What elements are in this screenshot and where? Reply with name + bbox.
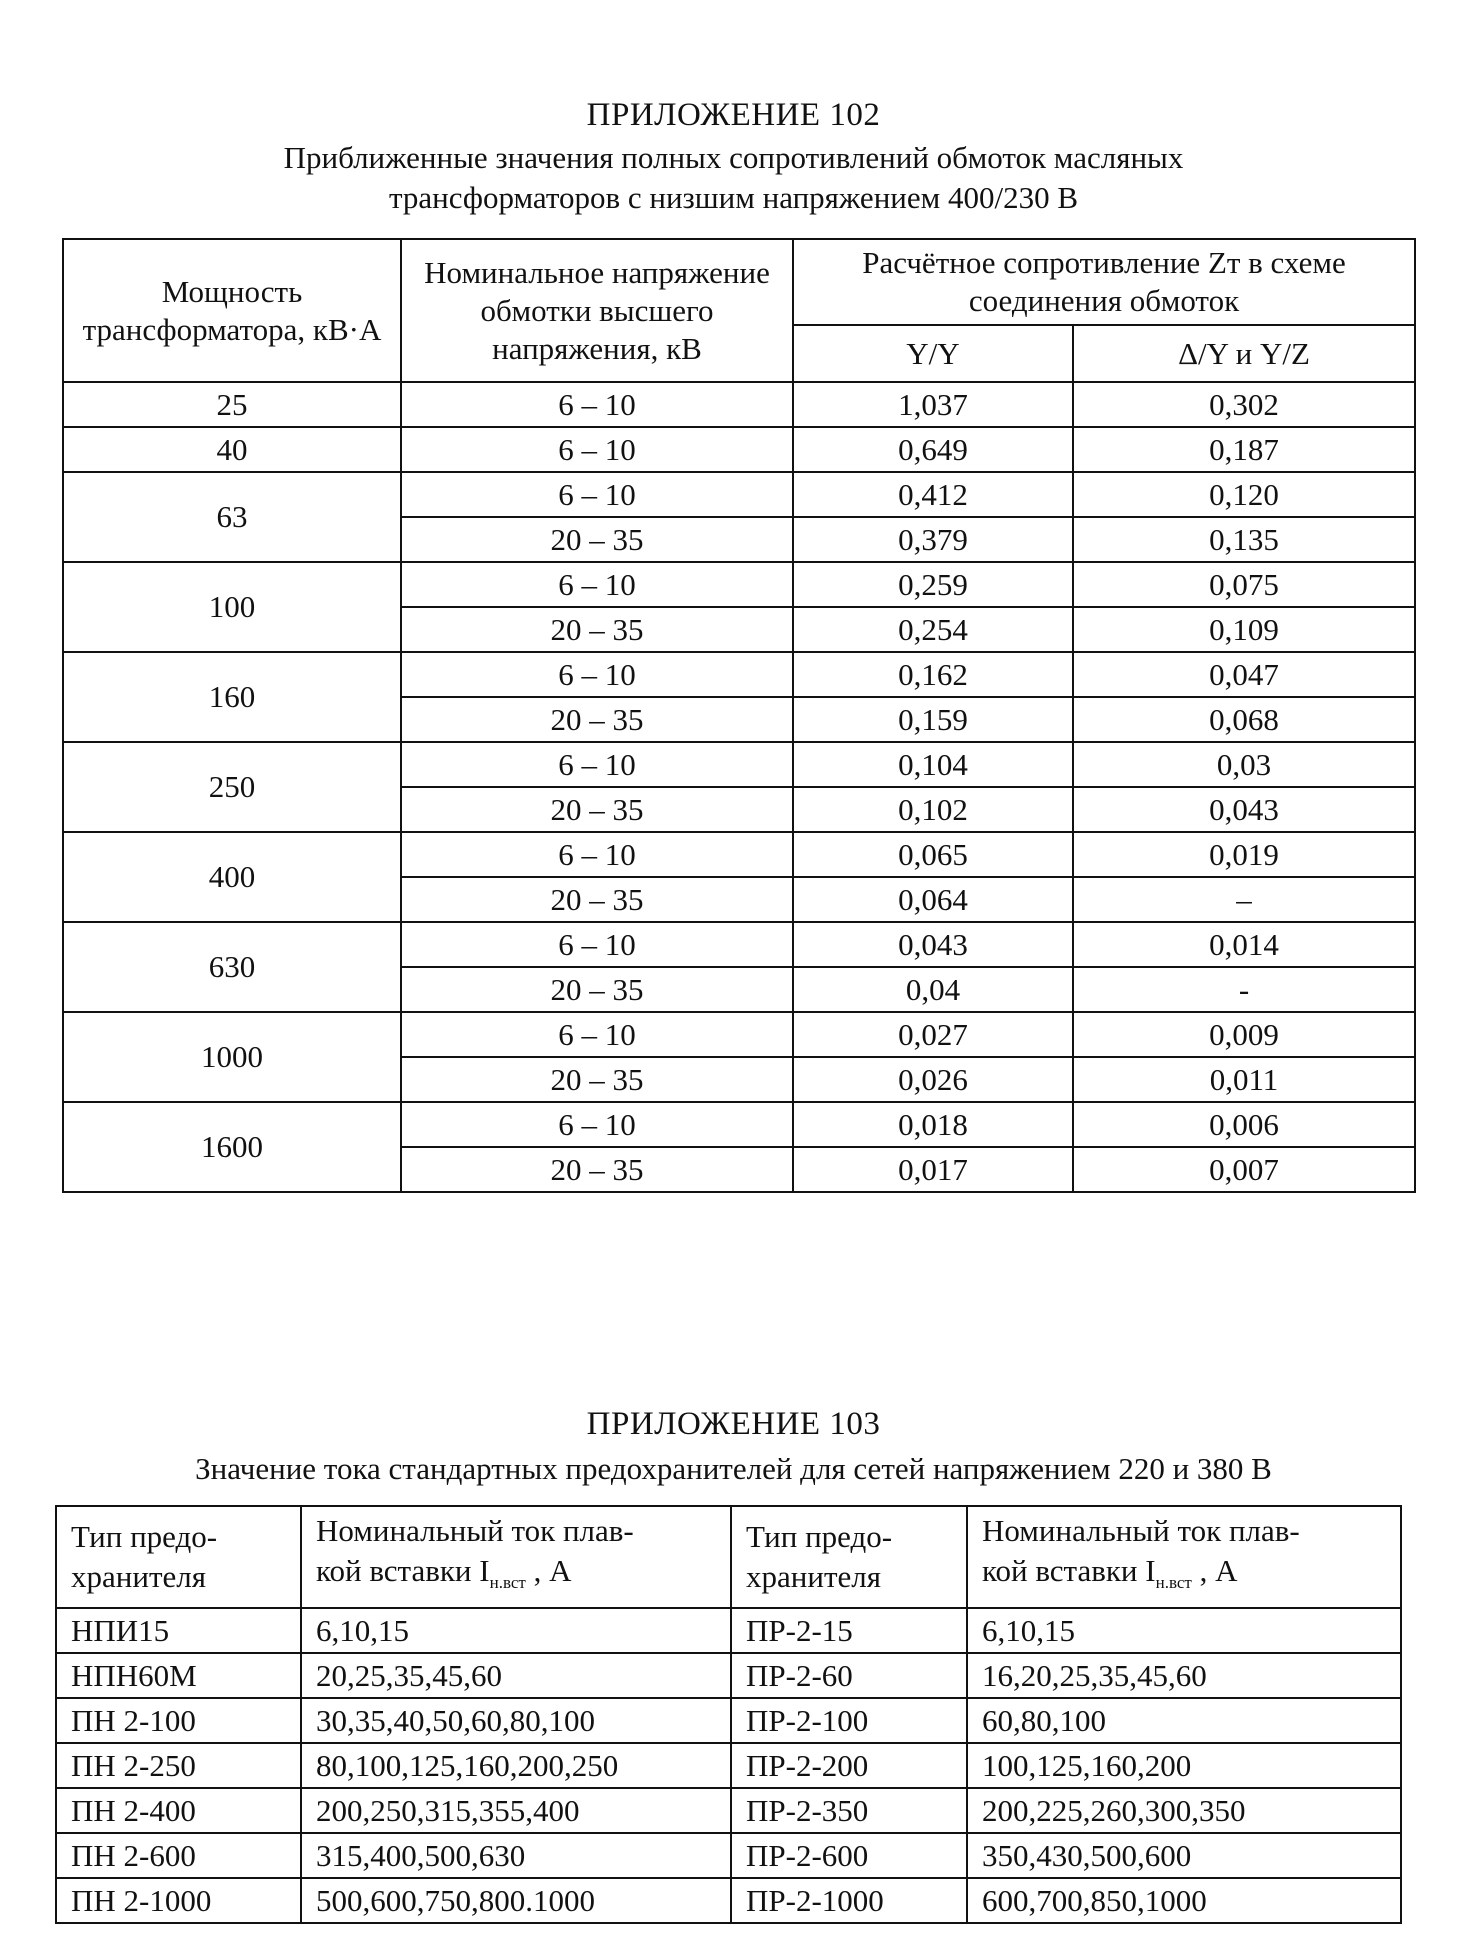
appendix-103-subtitle: Значение тока стандартных предохранителей для сетей напряжением 220 и 380 В <box>195 1451 1272 1486</box>
resistance-yy-cell: 0,065 <box>793 832 1073 877</box>
voltage-cell: 6 – 10 <box>401 832 793 877</box>
power-cell: 40 <box>63 427 401 472</box>
resistance-dy-cell: 0,006 <box>1073 1102 1415 1147</box>
fuse-current-cell: 100,125,160,200 <box>967 1743 1401 1788</box>
fuse-current-cell: 80,100,125,160,200,250 <box>301 1743 731 1788</box>
table-row <box>63 742 1415 787</box>
voltage-cell: 20 – 35 <box>401 1147 793 1192</box>
resistance-dy-cell: 0,043 <box>1073 787 1415 832</box>
fuse-type-cell: ПН 2-250 <box>56 1743 301 1788</box>
voltage-cell: 20 – 35 <box>401 607 793 652</box>
resistance-dy-cell: 0,068 <box>1073 697 1415 742</box>
power-cell: 100 <box>63 562 401 652</box>
resistance-dy-cell: 0,019 <box>1073 832 1415 877</box>
fuse-type-cell: ПН 2-100 <box>56 1698 301 1743</box>
resistance-dy-cell: 0,047 <box>1073 652 1415 697</box>
header-type-line2: хранителя <box>71 1559 206 1595</box>
resistance-yy-cell: 0,018 <box>793 1102 1073 1147</box>
voltage-cell: 20 – 35 <box>401 877 793 922</box>
resistance-dy-cell: 0,007 <box>1073 1147 1415 1192</box>
table-row <box>56 1743 1401 1788</box>
header-current-line1: Номинальный ток плав- <box>982 1513 1300 1548</box>
resistance-dy-cell: 0,009 <box>1073 1012 1415 1057</box>
resistance-yy-cell: 0,412 <box>793 472 1073 517</box>
resistance-yy-cell: 0,379 <box>793 517 1073 562</box>
fuse-type-cell: НПИ15 <box>56 1608 301 1653</box>
fuse-current-cell: 16,20,25,35,45,60 <box>967 1653 1401 1698</box>
header-fuse-type-1 <box>56 1506 301 1608</box>
header-fuse-type-2 <box>731 1506 967 1608</box>
table-row <box>63 922 1415 967</box>
fuse-type-cell: ПР-2-1000 <box>731 1878 967 1923</box>
resistance-yy-cell: 0,043 <box>793 922 1073 967</box>
table-row <box>63 427 1415 472</box>
fuse-current-cell: 6,10,15 <box>967 1608 1401 1653</box>
resistance-dy-cell: 0,011 <box>1073 1057 1415 1102</box>
resistance-dy-cell: 0,075 <box>1073 562 1415 607</box>
voltage-cell: 20 – 35 <box>401 967 793 1012</box>
resistance-yy-cell: 0,102 <box>793 787 1073 832</box>
resistance-dy-cell: 0,03 <box>1073 742 1415 787</box>
table-row <box>63 472 1415 517</box>
header-power: Мощность трансформатора, кВ·А <box>63 239 401 382</box>
resistance-yy-cell: 0,017 <box>793 1147 1073 1192</box>
transformer-resistance-table <box>62 238 1416 1193</box>
header-type-line1: Тип предо- <box>746 1519 893 1555</box>
voltage-cell: 6 – 10 <box>401 742 793 787</box>
resistance-yy-cell: 0,254 <box>793 607 1073 652</box>
voltage-cell: 20 – 35 <box>401 517 793 562</box>
fuse-type-cell: ПР-2-60 <box>731 1653 967 1698</box>
voltage-cell: 6 – 10 <box>401 1102 793 1147</box>
appendix-102-subtitle-line1: Приближенные значения полных сопротивлений обмоток масляных <box>283 140 1184 175</box>
fuse-type-cell: ПН 2-400 <box>56 1788 301 1833</box>
voltage-cell: 6 – 10 <box>401 427 793 472</box>
power-cell: 400 <box>63 832 401 922</box>
fuse-type-cell: ПР-2-350 <box>731 1788 967 1833</box>
fuse-current-cell: 20,25,35,45,60 <box>301 1653 731 1698</box>
fuse-current-cell: 315,400,500,630 <box>301 1833 731 1878</box>
fuse-type-cell: ПР-2-600 <box>731 1833 967 1878</box>
power-cell: 160 <box>63 652 401 742</box>
voltage-cell: 6 – 10 <box>401 472 793 517</box>
resistance-dy-cell: 0,135 <box>1073 517 1415 562</box>
voltage-cell: 20 – 35 <box>401 1057 793 1102</box>
resistance-yy-cell: 1,037 <box>793 382 1073 427</box>
fuse-type-cell: ПР-2-15 <box>731 1608 967 1653</box>
resistance-dy-cell: 0,120 <box>1073 472 1415 517</box>
table-row <box>56 1698 1401 1743</box>
voltage-cell: 6 – 10 <box>401 382 793 427</box>
appendix-102-title: ПРИЛОЖЕНИЕ 102 <box>586 97 881 133</box>
fuse-current-cell: 6,10,15 <box>301 1608 731 1653</box>
resistance-yy-cell: 0,04 <box>793 967 1073 1012</box>
voltage-cell: 6 – 10 <box>401 1012 793 1057</box>
resistance-yy-cell: 0,259 <box>793 562 1073 607</box>
fuse-current-table <box>55 1505 1402 1924</box>
resistance-yy-cell: 0,162 <box>793 652 1073 697</box>
table-row <box>56 1608 1401 1653</box>
header-current-line2: кой вставки I <box>982 1553 1156 1588</box>
fuse-current-cell: 500,600,750,800.1000 <box>301 1878 731 1923</box>
table-row <box>56 1653 1401 1698</box>
fuse-type-cell: ПР-2-200 <box>731 1743 967 1788</box>
resistance-yy-cell: 0,026 <box>793 1057 1073 1102</box>
power-cell: 630 <box>63 922 401 1012</box>
resistance-yy-cell: 0,649 <box>793 427 1073 472</box>
table-row <box>63 562 1415 607</box>
resistance-dy-cell: 0,014 <box>1073 922 1415 967</box>
fuse-type-cell: ПР-2-100 <box>731 1698 967 1743</box>
power-cell: 1000 <box>63 1012 401 1102</box>
appendix-103-title: ПРИЛОЖЕНИЕ 103 <box>586 1406 881 1442</box>
power-cell: 1600 <box>63 1102 401 1192</box>
header-voltage: Номинальное напряжение обмотки высшего напряжения, кВ <box>401 239 793 382</box>
fuse-current-cell: 200,225,260,300,350 <box>967 1788 1401 1833</box>
header-current-unit: , А <box>525 1553 572 1588</box>
header-current-subscript: н.вст <box>489 1573 526 1593</box>
resistance-yy-cell: 0,104 <box>793 742 1073 787</box>
header-current-subscript: н.вст <box>1155 1573 1192 1593</box>
fuse-type-cell: ПН 2-600 <box>56 1833 301 1878</box>
voltage-cell: 20 – 35 <box>401 787 793 832</box>
header-type-line2: хранителя <box>746 1559 881 1595</box>
header-resistance: Расчётное сопротивление Zт в схеме соединения обмоток <box>793 239 1415 325</box>
table-row <box>63 1102 1415 1147</box>
appendix-102-subtitle-line2: трансформаторов с низшим напряжением 400/230 В <box>388 180 1079 215</box>
voltage-cell: 6 – 10 <box>401 922 793 967</box>
power-cell: 63 <box>63 472 401 562</box>
resistance-dy-cell: 0,109 <box>1073 607 1415 652</box>
fuse-type-cell: НПН60М <box>56 1653 301 1698</box>
header-fuse-current-1 <box>301 1506 731 1608</box>
resistance-dy-cell: - <box>1073 967 1415 1012</box>
header-fuse-current-2 <box>967 1506 1401 1608</box>
resistance-yy-cell: 0,064 <box>793 877 1073 922</box>
table-row <box>56 1833 1401 1878</box>
power-cell: 250 <box>63 742 401 832</box>
header-type-line1: Тип предо- <box>71 1519 218 1555</box>
fuse-current-cell: 600,700,850,1000 <box>967 1878 1401 1923</box>
table-row <box>56 1878 1401 1923</box>
table-row <box>63 1012 1415 1057</box>
fuse-type-cell: ПН 2-1000 <box>56 1878 301 1923</box>
header-current-line2: кой вставки I <box>316 1553 490 1588</box>
header-dy: Δ/Y и Y/Z <box>1073 325 1415 382</box>
voltage-cell: 6 – 10 <box>401 562 793 607</box>
fuse-current-cell: 350,430,500,600 <box>967 1833 1401 1878</box>
resistance-yy-cell: 0,159 <box>793 697 1073 742</box>
resistance-dy-cell: 0,302 <box>1073 382 1415 427</box>
voltage-cell: 6 – 10 <box>401 652 793 697</box>
table-row <box>63 832 1415 877</box>
table-row <box>56 1788 1401 1833</box>
table-row <box>63 382 1415 427</box>
resistance-dy-cell: – <box>1073 877 1415 922</box>
table-row <box>63 652 1415 697</box>
resistance-yy-cell: 0,027 <box>793 1012 1073 1057</box>
header-current-unit: , А <box>1191 1553 1238 1588</box>
header-current-line1: Номинальный ток плав- <box>316 1513 634 1548</box>
header-yy: Y/Y <box>793 325 1073 382</box>
fuse-current-cell: 30,35,40,50,60,80,100 <box>301 1698 731 1743</box>
fuse-current-cell: 200,250,315,355,400 <box>301 1788 731 1833</box>
power-cell: 25 <box>63 382 401 427</box>
resistance-dy-cell: 0,187 <box>1073 427 1415 472</box>
fuse-current-cell: 60,80,100 <box>967 1698 1401 1743</box>
voltage-cell: 20 – 35 <box>401 697 793 742</box>
